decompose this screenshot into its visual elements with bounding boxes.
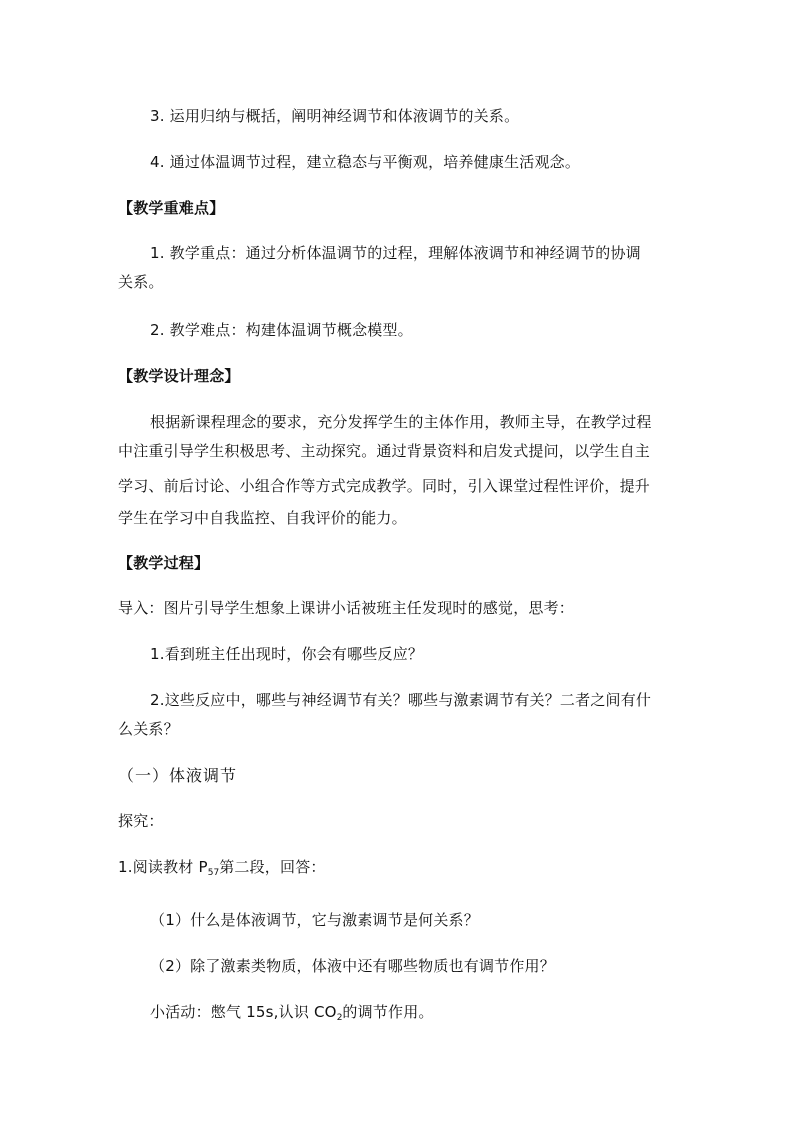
sub-question-1: （1）什么是体液调节，它与激素调节是何关系？ (150, 911, 479, 929)
key-points-heading: 【教学重难点】 (118, 199, 225, 217)
process-question-2-line-1: 2.这些反应中，哪些与神经调节有关？哪些与激素调节有关？二者之间有什 (150, 691, 652, 709)
activity-suffix: 的调节作用。 (342, 1003, 434, 1021)
co2-subscript: 2 (336, 1013, 343, 1023)
reading-task-prefix: 1.阅读教材 P (118, 858, 208, 876)
page-number-subscript: 57 (207, 868, 220, 878)
key-point-2: 2. 教学难点：构建体温调节概念模型。 (150, 321, 413, 339)
explore-label: 探究： (118, 812, 164, 830)
process-question-1: 1.看到班主任出现时，你会有哪些反应？ (150, 645, 424, 663)
objective-item-3: 3. 运用归纳与概括，阐明神经调节和体液调节的关系。 (150, 107, 520, 125)
activity-prefix: 小活动：憋气 15s,认识 CO (150, 1003, 337, 1021)
activity-line (150, 1002, 678, 1028)
design-line-4: 学生在学习中自我监控、自我评价的能力。 (118, 509, 407, 527)
section-title-humoral-regulation: （一）体液调节 (118, 766, 238, 785)
design-line-2: 中注重引导学生积极思考、主动探究。通过背景资料和启发式提问，以学生自主 (118, 442, 651, 460)
reading-task-suffix: 第二段，回答： (219, 858, 326, 876)
reading-task (118, 857, 678, 883)
objective-item-4: 4. 通过体温调节过程，建立稳态与平衡观，培养健康生活观念。 (150, 153, 581, 171)
process-question-2-line-2: 么关系？ (118, 720, 179, 738)
design-line-1: 根据新课程理念的要求，充分发挥学生的主体作用，教师主导，在教学过程 (150, 413, 652, 431)
key-point-1-line-2: 关系。 (118, 273, 164, 291)
design-heading: 【教学设计理念】 (118, 367, 240, 385)
design-line-3: 学习、前后讨论、小组合作等方式完成教学。同时，引入课堂过程性评价，提升 (118, 477, 651, 495)
process-heading: 【教学过程】 (118, 554, 210, 572)
sub-question-2: （2）除了激素类物质，体液中还有哪些物质也有调节作用？ (150, 957, 555, 975)
process-intro: 导入：图片引导学生想象上课讲小话被班主任发现时的感觉，思考： (118, 599, 575, 617)
key-point-1-line-1: 1. 教学重点：通过分析体温调节的过程，理解体液调节和神经调节的协调 (150, 244, 641, 262)
